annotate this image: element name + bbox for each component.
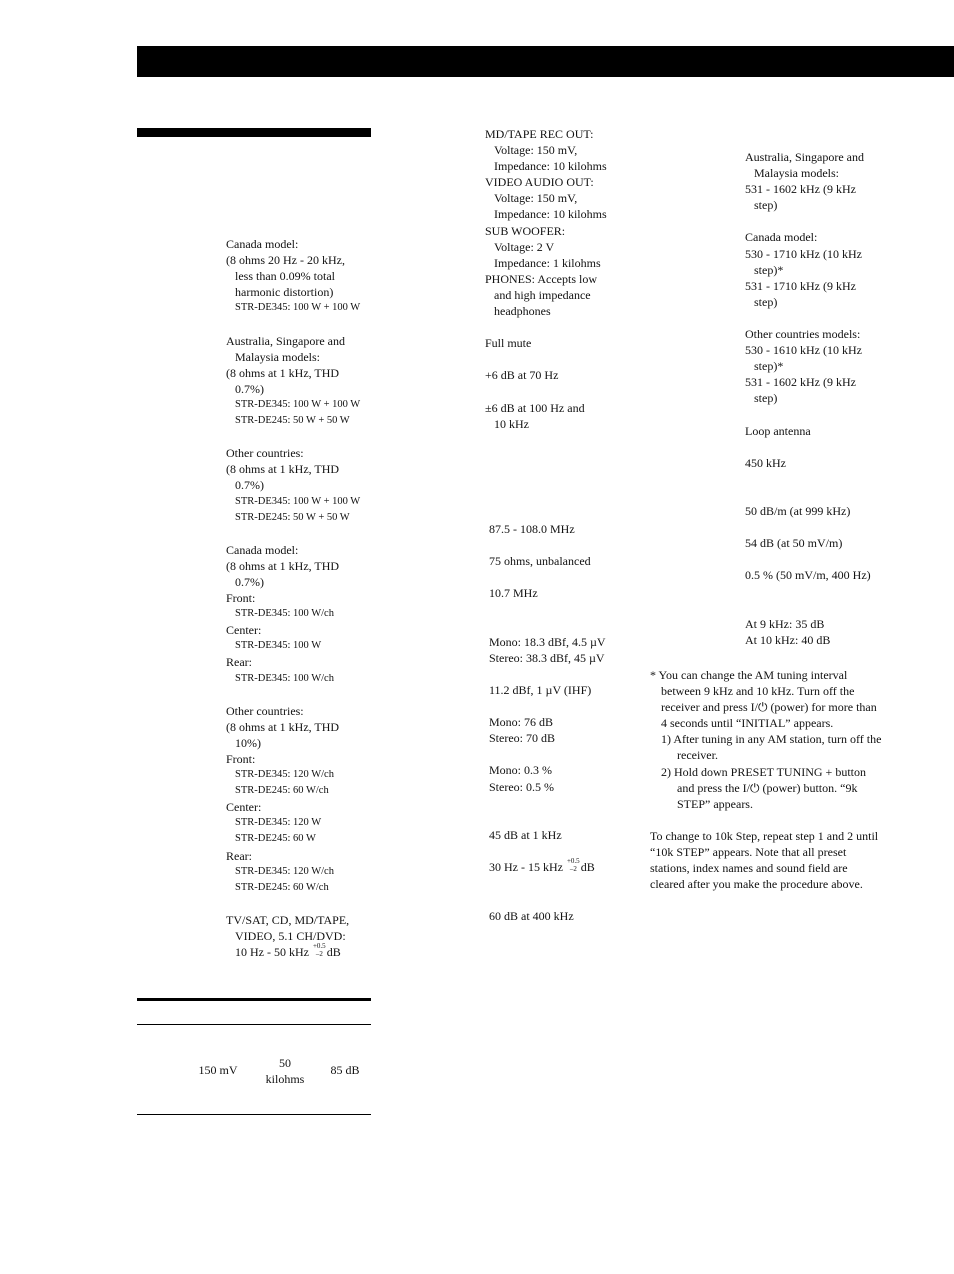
fm-frequency-response: 30 Hz - 15 kHz +0.5 –2 dB: [489, 857, 595, 874]
spec-line: harmonic distortion): [235, 285, 334, 300]
fm-sensitivity-mono: Mono: 18.3 dBf, 4.5 µV: [489, 634, 606, 649]
am-region-heading: Malaysia models:: [754, 166, 839, 181]
output-line: headphones: [494, 304, 551, 319]
spec-line: (8 ohms at 1 kHz, THD: [226, 558, 340, 573]
spec-line: (8 ohms at 1 kHz, THD: [226, 365, 340, 380]
model-output: STR-DE245: 60 W/ch: [235, 881, 329, 893]
am-tuner-specs: [745, 149, 871, 648]
front-label: Front:: [226, 752, 256, 766]
muting-value: Full mute: [485, 336, 532, 351]
am-range: 530 - 1710 kHz (10 kHz: [745, 246, 862, 261]
am-range: step): [754, 294, 778, 309]
table-header-rule: [137, 1024, 371, 1025]
model-output: STR-DE245: 60 W/ch: [235, 785, 329, 797]
am-step-footnote: [650, 667, 885, 892]
am-selectivity-10k: At 10 kHz: 40 dB: [745, 632, 831, 647]
model-output: STR-DE245: 50 W + 50 W: [235, 415, 350, 427]
loudness-value: +6 dB at 70 Hz: [485, 368, 559, 383]
input-impedance-cell: 50 kilohms: [265, 1056, 305, 1087]
fm-usable-sensitivity: 11.2 dBf, 1 µV (IHF): [489, 682, 592, 697]
tolerance: +0.5 –2: [312, 942, 326, 959]
output-line: SUB WOOFER:: [485, 223, 566, 238]
fm-antenna-terminals: 75 ohms, unbalanced: [489, 554, 591, 569]
fm-tuner-specs: [489, 521, 606, 925]
footnote-intro: * You can change the AM tuning interval between 9 kHz and 10 kHz. Turn off the receiver and press I/⏻ (power) for more than 4 seconds until “INITIAL” appears.: [650, 668, 877, 731]
am-range: step)*: [754, 359, 784, 374]
spec-line: less than 0.09% total: [235, 269, 335, 284]
output-line: PHONES: Accepts low: [485, 271, 597, 286]
canada-surround-heading: Canada model:: [226, 542, 299, 557]
am-intermediate-frequency: 450 kHz: [745, 455, 786, 470]
center-label: Center:: [226, 800, 262, 815]
model-output: STR-DE245: 60 W: [235, 833, 316, 845]
output-line: Voltage: 150 mV,: [494, 143, 578, 158]
freq-response-inputs: TV/SAT, CD, MD/TAPE,: [226, 912, 350, 927]
model-output: STR-DE345: 100 W: [235, 640, 322, 652]
am-range: step)*: [754, 262, 784, 277]
asia-stereo-heading: Australia, Singapore and: [226, 333, 345, 348]
canada-rms-heading: Canada model:: [226, 237, 299, 251]
outputs-specs: [485, 126, 607, 432]
footnote-step-1: 1) After tuning in any AM station, turn off the receiver.: [661, 732, 882, 763]
output-line: VIDEO AUDIO OUT:: [485, 175, 594, 190]
am-region-heading: Canada model:: [745, 230, 818, 245]
am-selectivity-9k: At 9 kHz: 35 dB: [745, 616, 825, 631]
am-range: step): [754, 198, 778, 213]
output-line: and high impedance: [494, 287, 591, 302]
output-line: Impedance: 1 kilohms: [494, 255, 601, 270]
am-region-heading: Australia, Singapore and: [745, 150, 864, 164]
tolerance: +0.5 –2: [566, 857, 580, 874]
am-range: 531 - 1602 kHz (9 kHz: [745, 182, 856, 197]
sn-ratio-cell: 85 dB: [330, 1063, 360, 1077]
model-output: STR-DE345: 100 W + 100 W: [235, 398, 361, 410]
spec-line: (8 ohms 20 Hz - 20 kHz,: [226, 253, 345, 268]
model-output: STR-DE345: 120 W/ch: [235, 769, 334, 781]
spec-line: 0.7%): [235, 574, 264, 589]
model-output: STR-DE245: 50 W + 50 W: [235, 511, 350, 523]
fm-intermediate-frequency: 10.7 MHz: [489, 586, 538, 601]
spec-line: 10%): [235, 735, 261, 750]
spec-line: 0.7%): [235, 381, 264, 396]
other-surround-heading: Other countries:: [226, 703, 304, 718]
fm-thd-mono: Mono: 0.3 %: [489, 763, 552, 778]
model-output: STR-DE345: 120 W: [235, 817, 322, 829]
output-line: Voltage: 150 mV,: [494, 191, 578, 206]
fm-thd-stereo: Stereo: 0.5 %: [489, 779, 554, 794]
tone-value: ±6 dB at 100 Hz and: [485, 400, 585, 415]
output-line: Impedance: 10 kilohms: [494, 159, 607, 174]
page-header-bar: [137, 46, 954, 77]
input-sensitivity-cell: 150 mV: [198, 1063, 238, 1077]
other-stereo-heading: Other countries:: [226, 446, 304, 461]
am-antenna: Loop antenna: [745, 423, 811, 438]
rear-label: Rear:: [226, 848, 252, 863]
amplifier-specs: [226, 236, 360, 961]
output-line: Impedance: 10 kilohms: [494, 207, 607, 222]
am-range: step): [754, 391, 778, 406]
am-distortion: 0.5 % (50 mV/m, 400 Hz): [745, 568, 871, 583]
am-usable-sensitivity: 50 dB/m (at 999 kHz): [745, 504, 851, 519]
model-output: STR-DE345: 100 W + 100 W: [235, 302, 361, 314]
fm-separation: 45 dB at 1 kHz: [489, 827, 562, 842]
output-line: MD/TAPE REC OUT:: [485, 127, 594, 141]
rear-label: Rear:: [226, 655, 252, 670]
am-range: 530 - 1610 kHz (10 kHz: [745, 343, 862, 358]
spec-line: (8 ohms at 1 kHz, THD: [226, 719, 340, 734]
center-label: Center:: [226, 623, 262, 638]
am-sn-ratio: 54 dB (at 50 mV/m): [745, 536, 843, 551]
table-bottom-rule: [137, 1114, 371, 1115]
model-output: STR-DE345: 100 W/ch: [235, 672, 334, 684]
fm-tuning-range: 87.5 - 108.0 MHz: [489, 522, 575, 536]
freq-response-inputs: VIDEO, 5.1 CH/DVD:: [235, 929, 346, 944]
spec-line: 0.7%): [235, 478, 264, 493]
model-output: STR-DE345: 100 W/ch: [235, 608, 334, 620]
fm-sn-stereo: Stereo: 70 dB: [489, 731, 555, 746]
asia-stereo-heading: Malaysia models:: [235, 349, 320, 364]
fm-selectivity: 60 dB at 400 kHz: [489, 909, 574, 924]
section-heading-bar: [137, 128, 371, 137]
am-region-heading: Other countries models:: [745, 327, 861, 342]
model-output: STR-DE345: 120 W/ch: [235, 865, 334, 877]
freq-response-value: 10 Hz - 50 kHz +0.5 –2 dB: [235, 942, 341, 960]
fm-sn-mono: Mono: 76 dB: [489, 715, 554, 730]
footnote-step-2: 2) Hold down PRESET TUNING + button and press the I/⏻ (power) button. “9k STEP” appears.: [661, 764, 866, 811]
front-label: Front:: [226, 591, 256, 606]
spec-line: (8 ohms at 1 kHz, THD: [226, 462, 340, 477]
am-range: 531 - 1710 kHz (9 kHz: [745, 278, 856, 293]
fm-sensitivity-stereo: Stereo: 38.3 dBf, 45 µV: [489, 650, 605, 665]
table-top-rule: [137, 998, 371, 1001]
am-range: 531 - 1602 kHz (9 kHz: [745, 375, 856, 390]
tone-value: 10 kHz: [494, 416, 529, 431]
output-line: Voltage: 2 V: [494, 239, 555, 254]
model-output: STR-DE345: 100 W + 100 W: [235, 495, 361, 507]
footnote-closing: To change to 10k Step, repeat step 1 and 2 until “10k STEP” appears. Note that all preset stations, index names and sound field are cleared after you make the procedure above.: [650, 828, 879, 892]
